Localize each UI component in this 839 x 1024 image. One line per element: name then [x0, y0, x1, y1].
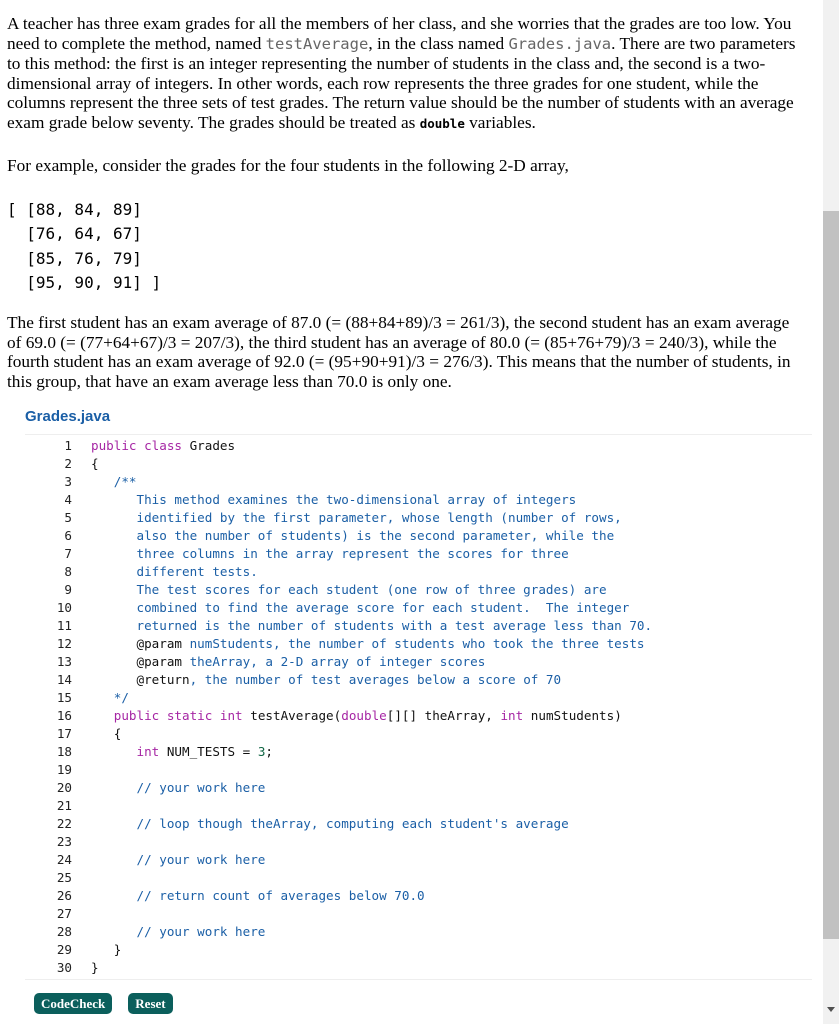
code-token: ; [265, 744, 274, 759]
code-line[interactable] [91, 491, 652, 509]
code-line[interactable] [91, 635, 652, 653]
line-number: 23 [56, 834, 72, 849]
code-token: numStudents, the number of students who took the three tests [189, 636, 645, 651]
line-number: 25 [56, 870, 72, 885]
code-token: three columns in the array represent the scores for three [91, 546, 569, 561]
code-token: int [500, 708, 524, 723]
code-line[interactable] [91, 761, 652, 779]
code-line[interactable] [91, 617, 652, 635]
code-token: also the number of students) is the second parameter, while the [91, 528, 615, 543]
line-number: 1 [64, 438, 72, 453]
code-token: /** [91, 474, 137, 489]
codecheck-button[interactable]: CodeCheck [34, 993, 112, 1014]
line-number: 18 [56, 744, 72, 759]
line-number: 14 [56, 672, 72, 687]
code-token: // your work here [91, 924, 266, 939]
line-number: 6 [64, 528, 72, 543]
code-token: double [341, 708, 387, 723]
paragraph-text: variables. [464, 112, 536, 132]
code-line[interactable] [91, 563, 652, 581]
code-token: Grades [189, 438, 236, 453]
line-number: 22 [56, 816, 72, 831]
code-line[interactable] [91, 437, 652, 455]
code-token: { [91, 726, 122, 741]
line-number: 20 [56, 780, 72, 795]
code-line[interactable] [91, 905, 652, 923]
code-line[interactable] [91, 797, 652, 815]
line-number: 5 [64, 510, 72, 525]
code-line[interactable] [91, 815, 652, 833]
code-line[interactable] [91, 455, 652, 473]
example-array: [ [88, 84, 89] [76, 64, 67] [85, 76, 79] [95, 90, 91] ] [7, 200, 162, 292]
line-number: 7 [64, 546, 72, 561]
code-token: identified by the first parameter, whose length (number of rows, [91, 510, 622, 525]
line-number: 17 [56, 726, 72, 741]
method-name-code: testAverage [265, 34, 369, 53]
code-line[interactable] [91, 851, 652, 869]
action-buttons [34, 993, 173, 1014]
line-number: 10 [56, 600, 72, 615]
code-token: // your work here [91, 780, 266, 795]
paragraph-text: A teacher has three exam grades for all the members of her class, and she worries that the grades are too low. You need to complete the method, named [7, 14, 792, 53]
code-token: different tests. [91, 564, 258, 579]
code-token: combined to find the average score for each student. The integer [91, 600, 630, 615]
code-area[interactable] [91, 437, 652, 977]
line-number: 26 [56, 888, 72, 903]
line-number: 30 [56, 960, 72, 975]
code-line[interactable] [91, 527, 652, 545]
code-token: } [91, 942, 122, 957]
class-name-code: Grades.java [508, 34, 612, 53]
line-number: 9 [64, 582, 72, 597]
code-line[interactable] [91, 941, 652, 959]
code-token: } [91, 960, 99, 975]
code-line[interactable] [91, 581, 652, 599]
code-line[interactable] [91, 725, 652, 743]
file-title: Grades.java [25, 408, 111, 425]
code-token: // return count of averages below 70.0 [91, 888, 425, 903]
code-line[interactable] [91, 599, 652, 617]
code-line[interactable] [91, 689, 652, 707]
reset-button[interactable]: Reset [128, 993, 172, 1014]
code-token: */ [91, 690, 129, 705]
code-token: public static int [91, 708, 251, 723]
code-token: testAverage( [250, 708, 342, 723]
line-number: 2 [64, 456, 72, 471]
code-line[interactable] [91, 959, 652, 977]
scrollbar-thumb[interactable] [823, 211, 839, 939]
code-token: // loop though theArray, computing each student's average [91, 816, 569, 831]
problem-paragraph-2: For example, consider the grades for the four students in the following 2-D array, [7, 156, 569, 175]
scroll-down-arrow-icon[interactable] [827, 1007, 835, 1012]
code-line[interactable] [91, 707, 652, 725]
line-number: 4 [64, 492, 72, 507]
page-scrollbar[interactable] [823, 0, 839, 1024]
code-token: theArray, a 2-D array of integer scores [189, 654, 486, 669]
line-number: 13 [56, 654, 72, 669]
code-token: public class [91, 438, 190, 453]
problem-paragraph-3: The first student has an exam average of 87.0 (= (88+84+89)/3 = 261/3), the second student has an exam average of 69.0 (= (77+64+67)/3 = 207/3), the third student has an average of 80.0 (= (85+76+79)/3 = 240/3), while the fourth student has an exam average of 92.0 (= (95+90+91)/3 = 276/3). This means that the number of students, in this group, that have an exam average less than 70.0 is only one. [7, 313, 791, 391]
line-number-gutter [25, 437, 72, 977]
code-token: int [91, 744, 167, 759]
line-number: 19 [56, 762, 72, 777]
code-token: returned is the number of students with a test average less than 70. [91, 618, 653, 633]
type-name-code: double [419, 115, 465, 131]
code-line[interactable] [91, 833, 652, 851]
line-number: 15 [56, 690, 72, 705]
code-line[interactable] [91, 923, 652, 941]
line-number: 21 [56, 798, 72, 813]
code-token: [][] theArray, [386, 708, 501, 723]
line-number: 29 [56, 942, 72, 957]
code-token: The test scores for each student (one row of three grades) are [91, 582, 607, 597]
line-number: 16 [56, 708, 72, 723]
line-number: 12 [56, 636, 72, 651]
line-number: 28 [56, 924, 72, 939]
line-number: 3 [64, 474, 72, 489]
code-line[interactable] [91, 509, 652, 527]
problem-paragraph-1 [7, 14, 807, 134]
code-line[interactable] [91, 653, 652, 671]
line-number: 27 [56, 906, 72, 921]
code-line[interactable] [91, 779, 652, 797]
code-token: numStudents) [523, 708, 622, 723]
code-token: { [91, 456, 99, 471]
code-token: NUM_TESTS = [166, 744, 258, 759]
code-token: , the number of test averages below a score of 70 [189, 672, 562, 687]
code-line[interactable] [91, 887, 652, 905]
code-token: This method examines the two-dimensional array of integers [91, 492, 577, 507]
paragraph-text: . There are two parameters to this method: the first is an integer representing the number of students in the class and, the second is a two-dimensional array of integers. In other words, each row represents the three grades for one student, while the columns represent the three sets of test grades. The return value should be the number of students with an average exam grade below seventy. The grades should be treated as [7, 33, 796, 132]
code-token: @param [91, 654, 190, 669]
code-line[interactable] [91, 473, 652, 491]
code-line[interactable] [91, 743, 652, 761]
code-token: 3 [257, 744, 266, 759]
code-line[interactable] [91, 545, 652, 563]
code-token: // your work here [91, 852, 266, 867]
line-number: 8 [64, 564, 72, 579]
code-token: @param [91, 636, 190, 651]
code-editor[interactable] [25, 434, 812, 980]
code-line[interactable] [91, 671, 652, 689]
line-number: 24 [56, 852, 72, 867]
code-token: @return [91, 672, 190, 687]
paragraph-text: , in the class named [368, 33, 509, 53]
code-line[interactable] [91, 869, 652, 887]
line-number: 11 [56, 618, 72, 633]
